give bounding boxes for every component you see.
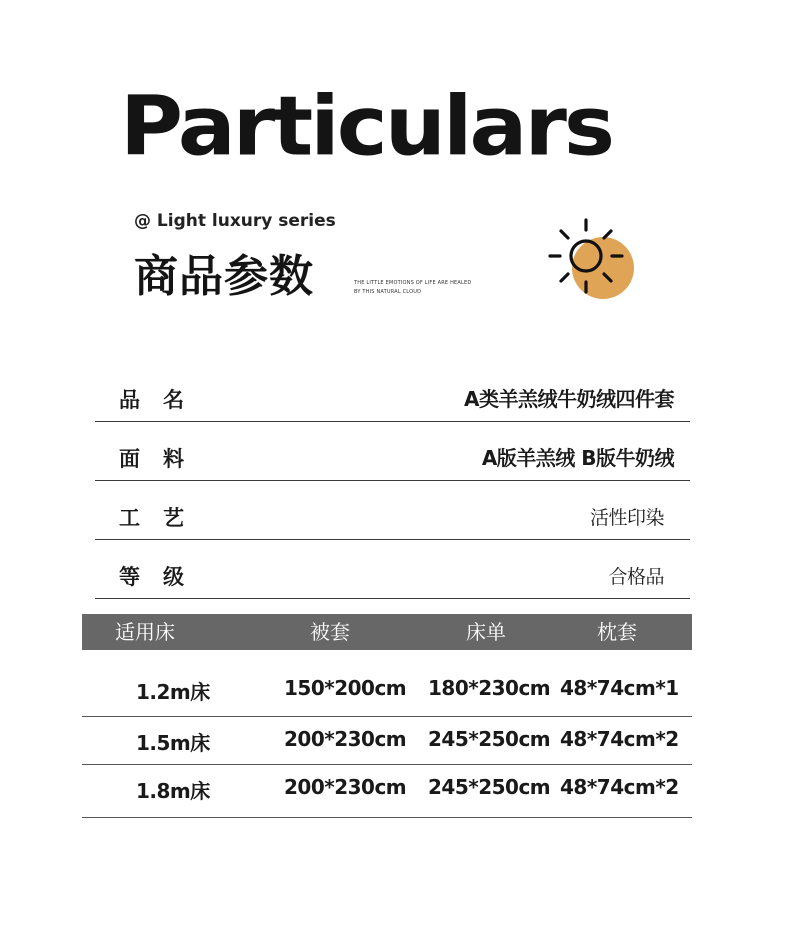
tagline-line-1: THE LITTLE EMOTIONS OF LIFE ARE HEALED	[354, 280, 472, 286]
tagline-line-2: BY THIS NATURAL CLOUD	[354, 289, 422, 295]
spec-value: 合格品	[608, 566, 664, 588]
column-header-pillowcase: 枕套	[597, 620, 637, 644]
table-cell: 200*230cm	[284, 775, 407, 799]
sun-disc-shape	[572, 237, 634, 299]
spec-label: 工艺	[119, 506, 207, 530]
table-cell: 1.2m床	[136, 680, 210, 704]
spec-list	[95, 363, 690, 599]
column-header-bed: 适用床	[115, 620, 175, 644]
table-cell: 48*74cm*2	[560, 775, 679, 799]
table-header	[82, 614, 692, 650]
table-row	[82, 669, 692, 717]
column-header-sheet: 床单	[466, 620, 506, 644]
spec-label: 面料	[119, 447, 207, 471]
table-row	[82, 717, 692, 765]
spec-value: 活性印染	[589, 507, 664, 529]
size-table	[82, 614, 692, 818]
section-heading: 商品参数	[134, 251, 314, 302]
page-title: Particulars	[120, 79, 613, 175]
spec-row-fabric	[95, 422, 690, 481]
spec-value: A版羊羔绒 B版牛奶绒	[481, 446, 674, 470]
table-cell: 245*250cm	[428, 727, 551, 751]
sun-icon	[540, 214, 640, 304]
table-cell: 200*230cm	[284, 727, 407, 751]
spec-row-name	[95, 363, 690, 422]
spec-row-craft	[95, 481, 690, 540]
table-cell: 48*74cm*2	[560, 727, 679, 751]
table-cell: 150*200cm	[284, 676, 407, 700]
series-label: @ Light luxury series	[134, 211, 336, 231]
table-body	[82, 669, 692, 818]
spec-label: 等级	[119, 565, 207, 589]
column-header-duvet: 被套	[310, 620, 350, 644]
tagline	[354, 279, 471, 297]
table-cell: 1.8m床	[136, 779, 210, 803]
table-cell: 1.5m床	[136, 731, 210, 755]
spec-row-grade	[95, 540, 690, 599]
table-row	[82, 765, 692, 818]
table-cell: 245*250cm	[428, 775, 551, 799]
table-cell: 180*230cm	[428, 676, 551, 700]
spec-label: 品名	[119, 388, 207, 412]
table-cell: 48*74cm*1	[560, 676, 679, 700]
spec-value: A类羊羔绒牛奶绒四件套	[464, 387, 674, 411]
